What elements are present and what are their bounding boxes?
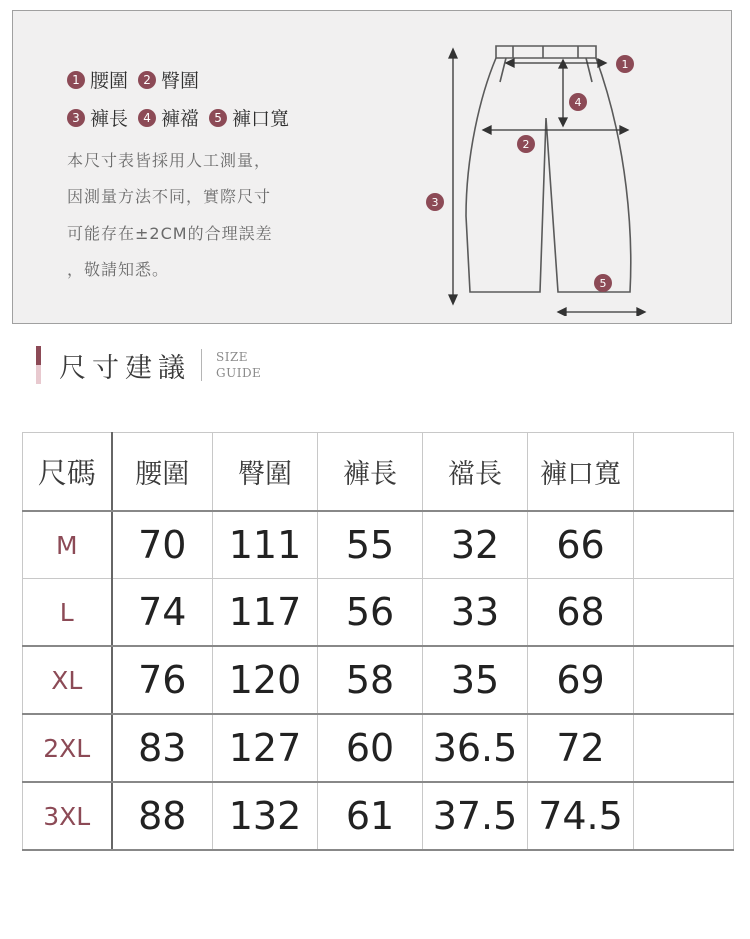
size-cell: 3XL: [23, 782, 112, 850]
table-row: [23, 714, 734, 782]
value-cell: 69: [528, 646, 634, 714]
value-cell: 120: [213, 646, 318, 714]
value-cell: 70: [112, 511, 213, 579]
legend-label: 腰圍: [90, 70, 129, 92]
legend-item-length: [67, 104, 128, 131]
legend-item-rise: [138, 104, 199, 131]
waistband-outline: [496, 46, 596, 58]
size-guide-title: 尺寸建議: [59, 352, 191, 384]
badge-5: 5: [209, 109, 227, 127]
legend-item-leg-opening: [209, 104, 289, 131]
value-cell: 33: [423, 579, 528, 647]
legend-line-1: [67, 66, 209, 93]
header-length: 褲長: [318, 433, 423, 512]
legend-label: 褲長: [90, 108, 129, 130]
value-cell: 35: [423, 646, 528, 714]
note-line-2: 因測量方法不同，實際尺寸: [67, 187, 272, 206]
size-guide-en: [216, 349, 261, 381]
marker-5-text: 5: [599, 277, 607, 290]
marker-3-text: 3: [431, 196, 439, 209]
value-cell: 117: [213, 579, 318, 647]
size-guide-en-line1: SIZE: [216, 350, 249, 364]
size-guide-en-line2: GUIDE: [216, 366, 262, 380]
value-cell: 111: [213, 511, 318, 579]
legend-item-hip: [138, 66, 199, 93]
size-cell: 2XL: [23, 714, 112, 782]
value-cell: 36.5: [423, 714, 528, 782]
value-cell: 83: [112, 714, 213, 782]
header-waist: 腰圍: [112, 433, 213, 512]
badge-4: 4: [138, 109, 156, 127]
size-cell: L: [23, 579, 112, 647]
badge-3: 3: [67, 109, 85, 127]
legend-label: 臀圍: [161, 70, 200, 92]
badge-1: 1: [67, 71, 85, 89]
value-cell: 68: [528, 579, 634, 647]
value-cell: 74.5: [528, 782, 634, 850]
value-cell: 76: [112, 646, 213, 714]
size-table: [22, 432, 734, 851]
value-cell: 61: [318, 782, 423, 850]
value-cell: [634, 714, 734, 782]
pants-outline: [466, 58, 631, 292]
value-cell: 56: [318, 579, 423, 647]
marker-1-text: 1: [621, 58, 629, 71]
table-row: [23, 782, 734, 850]
value-cell: [634, 511, 734, 579]
badge-2: 2: [138, 71, 156, 89]
value-cell: 132: [213, 782, 318, 850]
size-cell: XL: [23, 646, 112, 714]
measurement-info-panel: [12, 10, 732, 324]
note-line-4: ，敬請知悉。: [67, 260, 170, 279]
value-cell: 88: [112, 782, 213, 850]
heading-accent-bar: [36, 346, 41, 384]
table-header-row: [23, 433, 734, 512]
header-hip: 臀圍: [213, 433, 318, 512]
header-empty: [634, 433, 734, 512]
legend-line-2: [67, 104, 299, 131]
value-cell: 32: [423, 511, 528, 579]
value-cell: 58: [318, 646, 423, 714]
value-cell: 37.5: [423, 782, 528, 850]
heading-divider: [201, 349, 202, 381]
note-line-1: 本尺寸表皆採用人工測量，: [67, 151, 272, 170]
header-size: 尺碼: [23, 433, 112, 512]
value-cell: [634, 782, 734, 850]
legend-label: 褲口寬: [232, 108, 290, 130]
legend-label: 褲襠: [161, 108, 200, 130]
value-cell: [634, 646, 734, 714]
table-row: [23, 646, 734, 714]
value-cell: 74: [112, 579, 213, 647]
pants-diagram: [408, 36, 648, 316]
value-cell: 72: [528, 714, 634, 782]
table-row: [23, 511, 734, 579]
note-line-3: 可能存在±2CM的合理誤差: [67, 224, 273, 243]
marker-2-text: 2: [522, 138, 530, 151]
size-guide-heading: [36, 345, 261, 385]
size-cell: M: [23, 511, 112, 579]
marker-4-text: 4: [574, 96, 582, 109]
value-cell: 66: [528, 511, 634, 579]
legend-item-waist: [67, 66, 128, 93]
table-row: [23, 579, 734, 647]
header-leg-opening: 褲口寬: [528, 433, 634, 512]
header-rise: 襠長: [423, 433, 528, 512]
value-cell: 55: [318, 511, 423, 579]
value-cell: 60: [318, 714, 423, 782]
value-cell: [634, 579, 734, 647]
value-cell: 127: [213, 714, 318, 782]
